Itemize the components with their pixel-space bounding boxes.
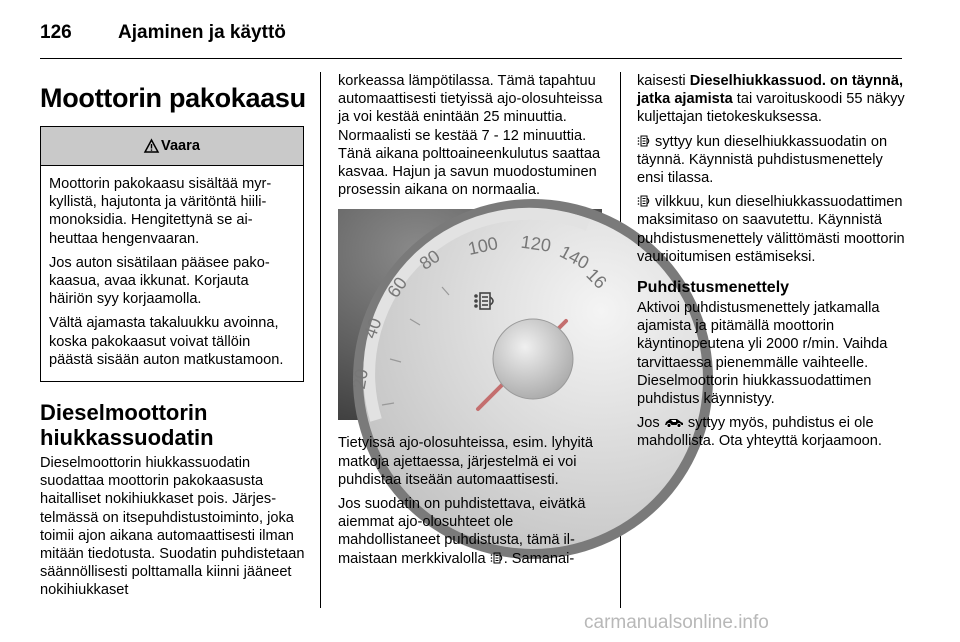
gauge-label-40: 40 [359,315,386,342]
display-message: Dieselhiukkassuod. on täynnä, jatka ajamista [637,73,904,108]
page-header [40,14,902,60]
body-paragraph: Dieselmoottorin hiukkassuodatin suodattaa moottorin pakokaasusta haitalliset nokihiukkaset pois. Järjestelmässä on itsepuhdistustoiminto, joka toimii ajon aikana automaattisesti ilman mitään tiedotusta. Suodatin puhdistetaan säännöllisesti polttamalla kiinni jääneet nokihiukkaset [40,455,305,599]
dpf-filter-icon [637,135,651,147]
body-text: Jos [637,415,664,432]
body-paragraph [637,193,905,266]
column-3 [637,72,905,457]
warning-body [41,166,303,381]
car-service-icon [664,417,684,428]
body-paragraph [637,414,905,450]
warning-paragraph: Moottorin pakokaasu sisältää myrkyllistä, hajutonta ja väritöntä hiilimonoksidia. Hengitettynä se aiheuttaa hengenvaaran. [49,176,272,247]
body-paragraph [637,133,905,188]
body-text: vilkkuu, kun dieselhiukkassuodattimen maksimitaso on saavutettu. Käynnistä puhdistusmenettely välittömästi moottorin vaurioitumisen estämiseksi. [637,194,905,265]
body-paragraph [338,495,604,568]
body-text: syttyy kun dieselhiukkassuodatin on täynnä. Käynnistä puhdistusmenettely ensi tilassa. [637,133,888,187]
speedometer-photo [338,209,611,420]
warning-box [40,126,304,382]
column-2 [338,72,611,574]
gauge-label-100: 100 [466,233,500,260]
gauge-label-160: 16 [582,264,611,294]
column-divider [320,72,321,608]
gauge-label-80: 80 [415,246,444,275]
body-text: . Samanai- [503,550,575,567]
dpf-filter-icon [490,552,504,564]
watermark: carmanualsonline.info [584,612,769,633]
page-number: 126 [40,22,72,43]
gauge-label-120: 120 [519,232,553,257]
column-1 [40,82,306,606]
body-text: syttyy myös, puhdistus ei ole mahdollista. Ota yhteyttä korjaamoon. [637,415,882,450]
subheading: Puhdistusmenettely [637,279,790,297]
body-paragraph: korkeassa lämpötilassa. Tämä tapahtuu automaattisesti tietyissä ajo-olosuhteissa ja voi kestää enintään 25 minuuttia. Normaalisti se kestää 7 - 12 minuuttia. Tänä aikana polttoaineenkulutus saattaa kasvaa. Hajun ja savun muodostuminen prosessin aikana on normaalia. [338,73,603,199]
body-text: tai varoituskoodi 55 näkyy kuljettajan tietokeskuksessa. [637,91,905,126]
header-rule [40,58,902,59]
warning-triangle-icon [144,139,159,153]
warning-label: Vaara [161,137,200,154]
body-text: kaisesti [637,73,690,89]
section-heading: Dieselmoottorin hiukkassuodatin [40,400,214,451]
body-paragraph [637,72,905,127]
chapter-title: Ajaminen ja käyttö [118,22,286,43]
dpf-filter-icon [637,195,651,207]
body-text: Jos suodatin on puhdistettava, eivätkä aiemmat ajo-olosuhteet ole mahdollistaneet puhdistusta, tämä ilmaistaan merkkivalolla [338,496,586,567]
gauge-label-140: 140 [556,241,593,274]
warning-paragraph: Jos auton sisätilaan pääsee pakokaasua, avaa ikkunat. Korjauta häiriön syy korjaamolla. [49,254,270,308]
page-title: Moottorin pakokaasu [40,83,306,113]
body-paragraph: Tietyissä ajo-olosuhteissa, esim. lyhyitä matkoja ajettaessa, järjestelmä ei voi puhdistaa itseään automaattisesti. [338,435,593,488]
warning-header [41,127,303,166]
gauge-label-20: 20 [348,367,372,392]
warning-paragraph: Vältä ajamasta takaluukku avoinna, koska pakokaasut voivat tällöin päästä sisään auton matkustamoon. [49,315,284,368]
gauge-label-60: 60 [383,273,412,302]
body-paragraph: Aktivoi puhdistusmenettely jatkamalla ajamista ja pitämällä moottorin käyntinopeutena yli 2000 r/min. Vaihda tarvittaessa pienemmälle vaihteelle. Dieselmoottorin hiukkassuodattimen puhdistus käynnistyy. [637,300,888,408]
